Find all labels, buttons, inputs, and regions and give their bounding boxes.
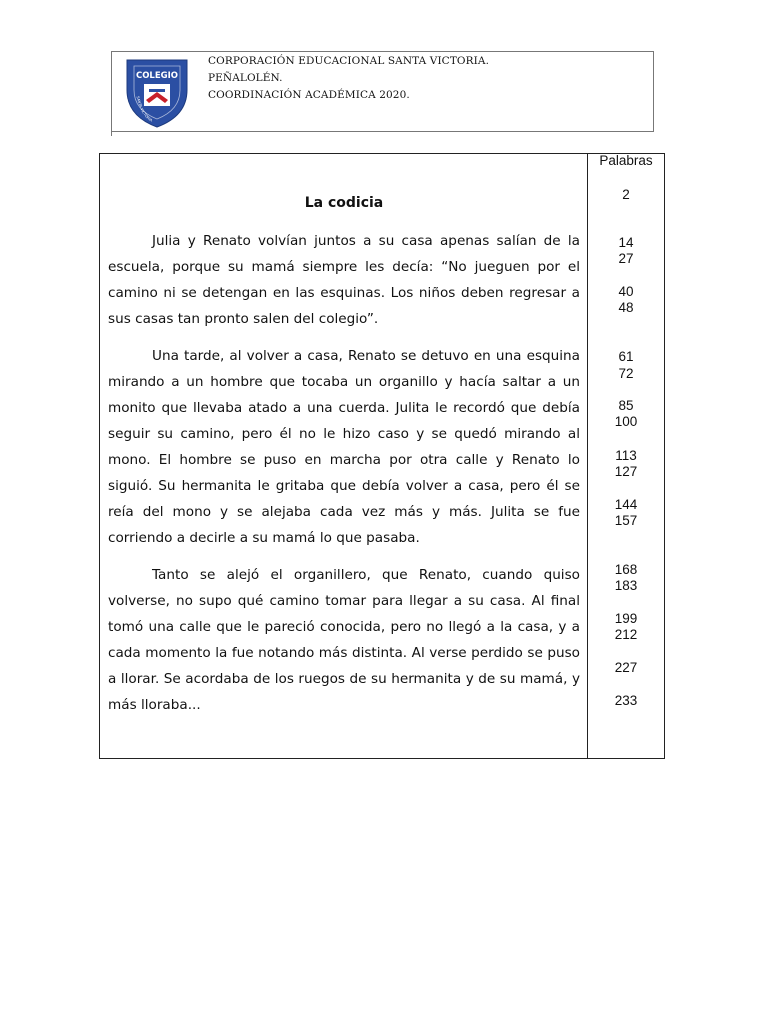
header-line-corporation: CORPORACIÓN EDUCACIONAL SANTA VICTORIA.: [208, 55, 490, 67]
header-line-coordination: COORDINACIÓN ACADÉMICA 2020.: [208, 89, 410, 101]
reading-title: La codicia: [304, 195, 384, 211]
word-count: 227: [614, 660, 638, 675]
word-count: 61: [618, 349, 634, 364]
logo-text: COLEGIO: [135, 71, 179, 81]
word-count: 2: [622, 187, 630, 202]
word-count: 157: [614, 513, 638, 528]
word-count: 85: [618, 398, 634, 413]
word-count: 14: [618, 235, 634, 250]
word-count: 212: [614, 627, 638, 642]
reading-paragraph-1: Julia y Renato volvían juntos a su casa apenas salían de la escuela, porque su mamá siempre les decía: “No jueguen por el camino ni se detengan en las esquinas. Los niños deben regresar a sus casas tan pronto salen del colegio”.: [108, 233, 580, 327]
word-count: 113: [615, 448, 637, 463]
word-count: 48: [618, 300, 634, 315]
logo-ring-text: SANTA VICTORIA: [135, 95, 153, 123]
word-count: 127: [614, 464, 638, 479]
school-shield-logo: [125, 56, 189, 128]
word-count: 100: [614, 414, 638, 429]
institution-header: [208, 53, 489, 104]
reading-paragraph-2: Una tarde, al volver a casa, Renato se detuvo en una esquina mirando a un hombre que tocaba un organillo y hacía saltar a un monito que llevaba atado a una cuerda. Julita le recordó que debía seguir su camino, pero él no le hizo caso y se quedó mirando al mono. El hombre se puso en marcha por otra calle y Renato lo siguió. Su hermanita le gritaba que debía volver a casa, pero él se reía del mono y se alejaba cada vez más y más. Julita se fue corriendo a decirle a su mamá lo que pasaba.: [108, 348, 580, 546]
reading-text-column: [108, 190, 580, 729]
header-line-commune: PEÑALOLÉN.: [208, 72, 283, 84]
word-count: 233: [614, 693, 638, 708]
word-count: 168: [614, 562, 638, 577]
word-count: 183: [614, 578, 638, 593]
reading-paragraph-3: Tanto se alejó el organillero, que Renato, cuando quiso volverse, no supo qué camino tomar para llegar a su casa. Al final tomó una calle que le pareció conocida, pero no llegó a la casa, y a cada momento la fue notando más distinta. Al verse perdido se puso a llorar. Se acordaba de los ruegos de su hermanita y de su mamá, y más lloraba...: [108, 567, 580, 713]
word-count-header: Palabras: [599, 153, 653, 168]
word-count: 27: [618, 251, 634, 266]
word-count: 144: [614, 497, 638, 512]
header-divider: [111, 51, 112, 136]
word-count: 199: [614, 611, 638, 626]
word-count: 72: [618, 366, 634, 381]
word-count: 40: [618, 284, 634, 299]
